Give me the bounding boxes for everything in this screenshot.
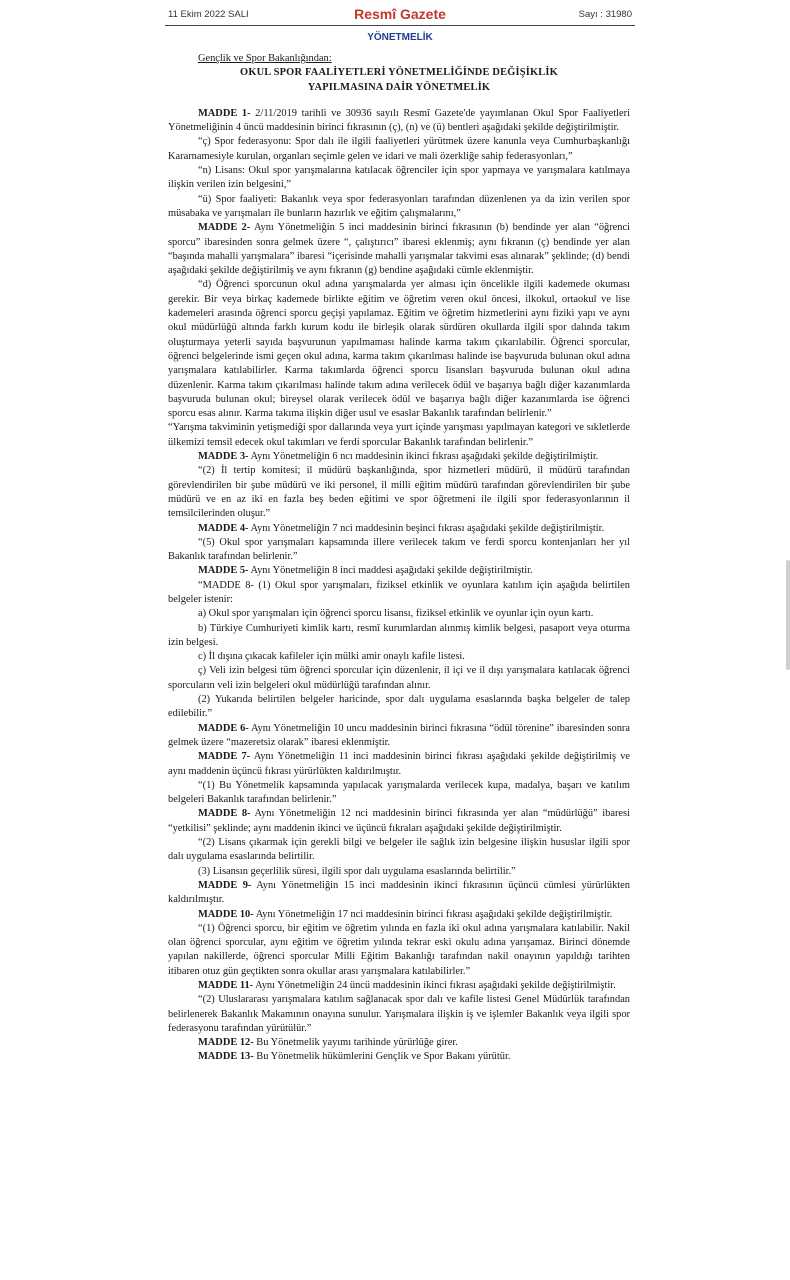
text-paragraph xyxy=(168,536,630,565)
scrollbar[interactable] xyxy=(786,560,790,670)
article-number: MADDE 13- xyxy=(198,1051,254,1063)
paragraph-text: Bu Yönetmelik yayımı tarihinde yürürlüğe girer. xyxy=(253,1037,458,1049)
article-body xyxy=(168,107,630,1065)
madde-paragraph xyxy=(168,908,630,922)
paragraph-text: “(1) Öğrenci sporcu, bir eğitim ve öğretim yılında en fazla iki okul adına yarışmalara katılabilir. Nakil olan öğrenci sporcular, aynı eğitim ve öğretim yılında tekrar eski okulu adına yarışamaz. Birinci dönemde yapılan nakillerde, öğrenci sporcular Milli Eğitim Bakanlığı tarafından nakil onayının yapıldığı tarihten itibaren otuz gün geçtikten sonra okullar arası yarışmalara katılabilirler.” xyxy=(168,922,630,977)
paragraph-text: c) İl dışına çıkacak kafileler için mülki amir onaylı kafile listesi. xyxy=(198,651,465,663)
text-paragraph xyxy=(168,579,630,608)
paragraph-text: “(1) Bu Yönetmelik kapsamında yapılacak yarışmalarda verilecek kupa, madalya, başarı ve katılım belgeleri Bakanlık tarafından belirlenir.” xyxy=(168,779,630,806)
paragraph-text: “(2) Uluslararası yarışmalara katılım sağlanacak spor dalı ve kafile listesi Genel Müdürlük tarafından belirlenerek Bakanlık Makamının onayına sunulur. Yarışmalara ilişkin iş ve işlemler Bakanlık veya ilgili spor federasyonu tarafından yürütülür.” xyxy=(168,994,630,1034)
article-number: MADDE 5- xyxy=(198,565,249,577)
madde-paragraph xyxy=(168,1036,630,1050)
paragraph-text: Aynı Yönetmeliğin 8 inci maddesi aşağıdaki şekilde değiştirilmiştir. xyxy=(248,565,533,577)
paragraph-text: Aynı Yönetmeliğin 10 uncu maddesinin birinci fıkrasına “ödül törenine” ibaresinden sonra gelmek üzere “mazeretsiz olarak” ibaresi eklenmiştir. xyxy=(168,722,630,748)
text-paragraph xyxy=(168,464,630,521)
paragraph-text: Aynı Yönetmeliğin 17 nci maddesinin birinci fıkrası aşağıdaki şekilde değiştirilmiştir. xyxy=(253,908,613,920)
article-number: MADDE 9- xyxy=(198,879,252,891)
madde-paragraph xyxy=(168,564,630,578)
paragraph-text: Aynı Yönetmeliğin 5 inci maddesinin birinci fıkrasının (b) bendinde yer alan “öğrenci sporcu” ibaresinden sonra gelmek üzere “, çalıştırıcı” ibaresi eklenmiş; aynı fıkranın (ç) bendinde yer alan “başında mahalli yarışmalara” ibaresi “içerisinde mahalli yarışmalar takvimi esas alınarak” şeklinde; (d) bendi aşağıdaki şekilde değiştirilmiş ve aynı fıkranın (g) bendine aşağıdaki cümle eklenmiştir. xyxy=(168,222,630,277)
article-number: MADDE 12- xyxy=(198,1037,254,1049)
regulation-article xyxy=(168,52,630,1065)
text-paragraph xyxy=(168,779,630,808)
text-paragraph xyxy=(168,922,630,979)
paragraph-text: “(2) İl tertip komitesi; il müdürü başkanlığında, spor hizmetleri müdürü, il müdürü tarafından görevlendirilen bir şube müdürü ve iki personel, il milli eğitim müdürü tarafından görevlendirilen bir şube müdürü ve en az iki en fazla beş beden eğitimi ve spor öğretmeni ile ilgili spor federasyonlarının il temsilcilerinden oluşur.” xyxy=(168,465,630,520)
regulation-title-line-1: OKUL SPOR FAALİYETLERİ YÖNETMELİĞİNDE DEĞİŞİKLİK xyxy=(240,67,558,79)
paragraph-text: (2) Yukarıda belirtilen belgeler haricinde, spor dalı uygulama esaslarında başka belgeler de talep edilebilir.” xyxy=(168,694,630,720)
article-number: MADDE 3- xyxy=(198,451,249,463)
madde-paragraph xyxy=(168,750,630,779)
madde-paragraph xyxy=(168,221,630,278)
gazette-title: Resmî Gazete xyxy=(354,6,446,22)
issue-number: Sayı : 31980 xyxy=(578,9,632,20)
paragraph-text: b) Türkiye Cumhuriyeti kimlik kartı, resmî kurumlardan alınmış kimlik belgesi, pasaport veya oturma izin belgesi. xyxy=(168,622,630,648)
madde-paragraph xyxy=(168,722,630,751)
madde-paragraph xyxy=(168,979,630,993)
text-paragraph xyxy=(168,421,630,450)
article-number: MADDE 8- xyxy=(198,808,251,820)
article-number: MADDE 2- xyxy=(198,222,251,234)
paragraph-text: a) Okul spor yarışmaları için öğrenci sporcu lisansı, fiziksel etkinlik ve oyunlar için oyun kartı. xyxy=(198,608,594,620)
gazette-header xyxy=(165,6,635,24)
article-number: MADDE 10- xyxy=(198,908,254,920)
madde-paragraph xyxy=(168,450,630,464)
article-number: MADDE 7- xyxy=(198,751,251,763)
text-paragraph xyxy=(168,865,630,879)
article-number: MADDE 11- xyxy=(198,980,254,991)
paragraph-text: “d) Öğrenci sporcunun okul adına yarışmalarda yer alması için öncelikle ilgili kademede okuması gerekir. Bir veya birkaç kademede birlikte eğitim ve öğretim veren okul öncesi, ilkokul, ortaokul ve lise kademeleri arasında öğrenci sporcu geçişi yapılamaz. Eğitim ve öğretim hizmetlerini aynı fiziki yapı ve aynı okul müdürlüğü altında farklı kurum kodu ile birleşik olarak sürdüren okullarda ilgili spor dalında takım oluşturmaya yeterli sayıda başvurunun yapılmaması halinde karma takım çıkarılabilir. Öğrenci sporcular, öğrenci belgelerinde ismi geçen okul adına, karma takım çıkarılması halinde ise başvuruda bulunan okul adına yarışmalara katılabilirler. Karma takımlarda öğrenci sporcu lisansları başvuruda bulunan okul adına düzenlenir. Karma takım çıkarılması halinde takım adına verilecek ödül ve başarıya bağlı diğer kazanımlarda başvuruda bulunan okul; bireysel olarak verilecek ödül ve başarıya bağlı diğer kazanımlarda ise öğrenci sporcu esas alınır. Karma takıma ilişkin diğer usul ve esaslar Bakanlık tarafından belirlenir.” xyxy=(168,279,630,420)
text-paragraph xyxy=(168,622,630,651)
article-number: MADDE 6- xyxy=(198,722,249,734)
ministry-name: Gençlik ve Spor Bakanlığından: xyxy=(198,53,332,64)
paragraph-text: Aynı Yönetmeliğin 24 üncü maddesinin ikinci fıkrası aşağıdaki şekilde değiştirilmiştir. xyxy=(253,980,616,991)
text-paragraph xyxy=(168,693,630,722)
text-paragraph xyxy=(168,993,630,1036)
paragraph-text: “MADDE 8- (1) Okul spor yarışmaları, fiziksel etkinlik ve oyunlara katılım için aşağıda belirtilen belgeler istenir: xyxy=(168,579,630,605)
paragraph-text: ç) Veli izin belgesi tüm öğrenci sporcular için düzenlenir, il içi ve il dışı yarışmalara katılacak öğrenci sporcuların veli izin belgeleri okul müdürlüğü tarafından alınır. xyxy=(168,665,630,691)
text-paragraph xyxy=(168,135,630,164)
madde-paragraph xyxy=(168,522,630,536)
text-paragraph xyxy=(168,193,630,222)
text-paragraph xyxy=(168,664,630,693)
paragraph-text: “n) Lisans: Okul spor yarışmalarına katılacak öğrenciler için spor yapmaya ve yarışmalara katılmaya ilişkin verilen izin belgesini,” xyxy=(168,165,630,191)
paragraph-text: Aynı Yönetmeliğin 15 inci maddesinin ikinci fıkrasının üçüncü cümlesi yürürlükten kaldırılmıştır. xyxy=(168,879,630,906)
section-label: YÖNETMELİK xyxy=(367,32,433,43)
paragraph-text: Bu Yönetmelik hükümlerini Gençlik ve Spor Bakanı yürütür. xyxy=(253,1051,511,1063)
article-number: MADDE 1- xyxy=(198,107,251,119)
paragraph-text: 2/11/2019 tarihli ve 30936 sayılı Resmî Gazete'de yayımlanan Okul Spor Faaliyetleri Yönetmeliğinin 4 üncü maddesinin birinci fıkrasının (ç), (n) ve (ü) bentleri aşağıdaki şekilde değiştirilmiştir. xyxy=(168,107,630,134)
madde-paragraph xyxy=(168,1050,630,1064)
article-number: MADDE 4- xyxy=(198,522,249,534)
paragraph-text: “ü) Spor faaliyeti: Bakanlık veya spor federasyonları tarafından düzenlenen ya da izin verilen spor müsabaka ve yarışmaları ile bunların hazırlık ve eğitim çalışmalarını,” xyxy=(168,193,630,219)
paragraph-text: Aynı Yönetmeliğin 11 inci maddesinin birinci fıkrası aşağıdaki şekilde değiştirilmiş ve aynı maddenin üçüncü fıkrası yürürlükten kaldırılmıştır. xyxy=(168,751,630,777)
madde-paragraph xyxy=(168,879,630,908)
paragraph-text: (3) Lisansın geçerlilik süresi, ilgili spor dalı uygulama esaslarında belirtilir.” xyxy=(198,865,516,877)
paragraph-text: “(5) Okul spor yarışmaları kapsamında illere verilecek takım ve ferdi sporcu kontenjanları her yıl Bakanlık tarafından belirlenir.” xyxy=(168,536,630,563)
paragraph-text: “ç) Spor federasyonu: Spor dalı ile ilgili faaliyetleri yürütmek üzere kanunla veya Cumhurbaşkanlığı Kararnamesiyle kurulan, organları seçimle gelen ve idari ve mali özerkliğe sahip federasyonları,” xyxy=(168,136,630,162)
header-divider xyxy=(165,25,635,26)
text-paragraph xyxy=(168,650,630,664)
paragraph-text: Aynı Yönetmeliğin 12 nci maddesinin birinci fıkrasında yer alan “müdürlüğü” ibaresi “yetkilisi” şeklinde; aynı maddenin ikinci ve üçüncü fıkraları aşağıdaki şekilde değiştirilmiştir. xyxy=(168,808,630,834)
paragraph-text: “(2) Lisans çıkarmak için gerekli bilgi ve belgeler ile sağlık izin belgesine ilişkin hususlar ilgili spor dalı uygulama esaslarında belirtilir. xyxy=(168,837,630,863)
madde-paragraph xyxy=(168,807,630,836)
text-paragraph xyxy=(168,278,630,421)
madde-paragraph xyxy=(168,107,630,136)
paragraph-text: “Yarışma takviminin yetişmediği spor dallarında veya yurt içinde yarışması yapılmayan kategori ve sıkletlerde ülkemizi temsil edecek okul takımları ve ferdi sporcular Bakanlık tarafından belirlenir.” xyxy=(168,422,630,448)
text-paragraph xyxy=(168,164,630,193)
paragraph-text: Aynı Yönetmeliğin 7 nci maddesinin beşinci fıkrası aşağıdaki şekilde değiştirilmiştir. xyxy=(248,522,605,534)
paragraph-text: Aynı Yönetmeliğin 6 ncı maddesinin ikinci fıkrası aşağıdaki şekilde değiştirilmiştir. xyxy=(248,451,599,463)
issue-date: 11 Ekim 2022 SALI xyxy=(168,9,249,20)
text-paragraph xyxy=(168,836,630,865)
text-paragraph xyxy=(168,607,630,621)
regulation-title-line-2: YAPILMASINA DAİR YÖNETMELİK xyxy=(307,81,491,93)
